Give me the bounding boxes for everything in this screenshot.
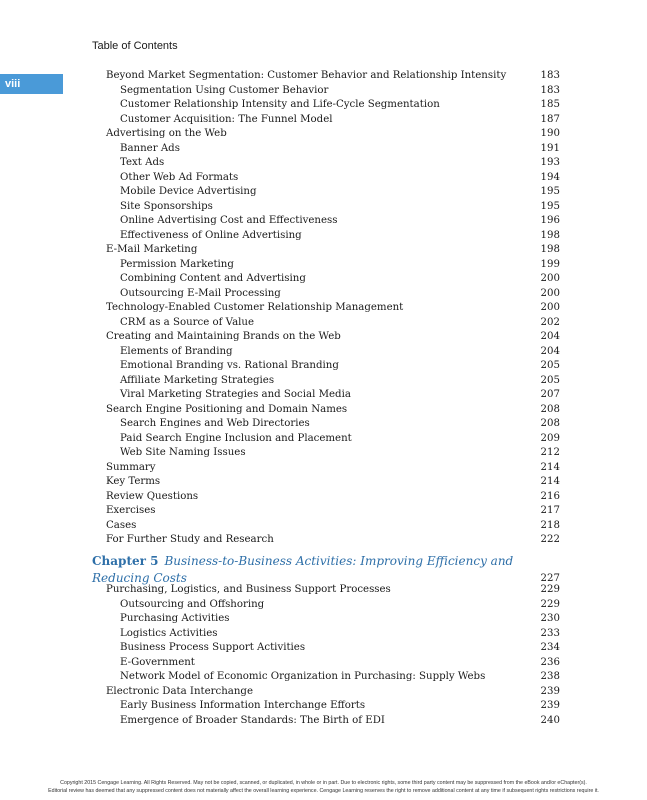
toc-entry-title: Search Engine Positioning and Domain Names — [106, 403, 348, 415]
toc-entry-page: 240 — [540, 714, 560, 726]
toc-entry-title: Technology-Enabled Customer Relationship Management — [106, 302, 404, 313]
toc-entry-page: 230 — [540, 613, 560, 624]
toc-list-part1 — [92, 69, 560, 548]
toc-entry-title: Permission Marketing — [120, 258, 234, 270]
toc-entry-title: Effectiveness of Online Advertising — [120, 229, 302, 241]
toc-entry-page: 196 — [540, 215, 560, 226]
toc-entry-title: Cases — [106, 519, 137, 531]
toc-entry-title: Key Terms — [106, 476, 161, 487]
toc-entry[interactable] — [92, 301, 560, 316]
toc-entry-title: E-Government — [120, 656, 195, 668]
toc-entry[interactable] — [92, 330, 560, 345]
toc-entry[interactable] — [92, 446, 560, 461]
toc-entry[interactable] — [92, 490, 560, 505]
toc-entry-page: 229 — [540, 584, 560, 595]
toc-entry-page: 185 — [540, 99, 560, 110]
toc-entry[interactable] — [92, 84, 560, 99]
toc-entry-title: Network Model of Economic Organization in Purchasing: Supply Webs — [120, 671, 486, 682]
copyright-footer-line1: Copyright 2015 Cengage Learning. All Rights Reserved. May not be copied, scanned, or duplicated, in whole or in part. Due to electronic rights, some third party content may be suppressed from the eBook and/or eChapter(s). — [60, 780, 587, 786]
toc-entry-page: 202 — [540, 316, 560, 328]
running-head: Table of Contents — [92, 40, 178, 52]
toc-entry-title: Review Questions — [106, 490, 199, 502]
toc-entry-page: 198 — [540, 244, 560, 255]
toc-entry-title: Elements of Branding — [120, 345, 233, 357]
toc-entry-page: 193 — [540, 157, 560, 168]
toc-entry[interactable] — [92, 287, 560, 302]
toc-entry-page: 217 — [540, 505, 560, 516]
toc-entry-page: 194 — [540, 171, 560, 183]
toc-entry-page: 200 — [540, 273, 560, 284]
toc-entry-title: Combining Content and Advertising — [120, 273, 306, 284]
toc-entry-title: Site Sponsorships — [120, 200, 213, 212]
toc-entry-page: 233 — [540, 627, 560, 639]
toc-entry[interactable] — [92, 142, 560, 157]
toc-entry-page: 200 — [540, 302, 560, 313]
toc-entry[interactable] — [92, 475, 560, 490]
toc-entry-title: For Further Study and Research — [106, 534, 274, 545]
toc-entry-title: Purchasing, Logistics, and Business Support Processes — [106, 584, 391, 595]
toc-entry-title: Purchasing Activities — [120, 613, 230, 624]
toc-entry-title: Paid Search Engine Inclusion and Placement — [120, 432, 352, 444]
toc-entry-title: Logistics Activities — [120, 627, 218, 639]
toc-entry[interactable] — [92, 243, 560, 258]
toc-entry-title: Advertising on the Web — [106, 128, 227, 139]
toc-entry-page: 208 — [540, 403, 560, 415]
toc-entry[interactable] — [92, 388, 560, 403]
toc-entry-page: 236 — [540, 656, 560, 668]
toc-entry[interactable] — [92, 417, 560, 432]
toc-entry-page: 207 — [540, 389, 560, 400]
page-number-tab: viii — [0, 74, 63, 94]
toc-entry[interactable] — [92, 171, 560, 186]
toc-entry-page: 200 — [540, 287, 560, 299]
toc-entry-page: 212 — [540, 447, 560, 458]
toc-list-part2 — [92, 583, 560, 728]
toc-entry-title: Online Advertising Cost and Effectiveness — [120, 215, 338, 226]
toc-entry[interactable] — [92, 627, 560, 642]
toc-entry[interactable] — [92, 258, 560, 273]
toc-entry[interactable] — [92, 185, 560, 200]
toc-entry[interactable] — [92, 316, 560, 331]
toc-entry[interactable] — [92, 519, 560, 534]
toc-entry-title: Customer Acquisition: The Funnel Model — [120, 113, 333, 125]
toc-entry-page: 218 — [540, 519, 560, 531]
toc-entry-title: Beyond Market Segmentation: Customer Behavior and Relationship Intensity — [106, 70, 507, 81]
toc-entry-page: 229 — [540, 598, 560, 610]
toc-entry-page: 187 — [540, 113, 560, 125]
toc-entry[interactable] — [92, 359, 560, 374]
toc-entry-page: 204 — [540, 345, 560, 357]
toc-entry-title: Summary — [106, 461, 156, 473]
toc-entry-page: 234 — [540, 642, 560, 653]
toc-entry[interactable] — [92, 432, 560, 447]
toc-entry[interactable] — [92, 461, 560, 476]
toc-entry[interactable] — [92, 374, 560, 389]
toc-entry-page: 238 — [540, 671, 560, 682]
toc-entry-title: Emergence of Broader Standards: The Birth of EDI — [120, 714, 385, 726]
toc-entry-title: Customer Relationship Intensity and Life-Cycle Segmentation — [120, 99, 440, 110]
toc-entry-title: Early Business Information Interchange Efforts — [120, 700, 366, 711]
toc-entry-title: Business Process Support Activities — [120, 642, 306, 653]
toc-entry-page: 190 — [540, 128, 560, 139]
chapter-number: Chapter 5 — [92, 554, 159, 568]
toc-entry-page: 195 — [540, 200, 560, 212]
toc-entry[interactable] — [92, 98, 560, 113]
chapter-title-line1: Business-to-Business Activities: Improving Efficiency and — [164, 554, 514, 568]
toc-entry-title: CRM as a Source of Value — [120, 316, 254, 328]
toc-entry-title: Text Ads — [120, 157, 165, 168]
toc-entry[interactable] — [92, 533, 560, 548]
toc-entry-title: Exercises — [106, 505, 156, 516]
toc-entry[interactable] — [92, 656, 560, 671]
toc-entry-page: 214 — [540, 461, 560, 473]
toc-entry-page: 199 — [540, 258, 560, 270]
toc-entry[interactable] — [92, 272, 560, 287]
toc-entry-page: 208 — [540, 418, 560, 429]
toc-entry-title: Creating and Maintaining Brands on the Web — [106, 331, 341, 342]
toc-entry-page: 239 — [540, 700, 560, 711]
toc-entry[interactable] — [92, 69, 560, 84]
toc-entry[interactable] — [92, 214, 560, 229]
toc-entry-title: E-Mail Marketing — [106, 244, 198, 255]
toc-entry[interactable] — [92, 403, 560, 418]
toc-entry-title: Affiliate Marketing Strategies — [120, 374, 275, 386]
toc-entry-title: Mobile Device Advertising — [120, 186, 257, 197]
toc-entry[interactable] — [92, 685, 560, 700]
toc-entry[interactable] — [92, 714, 560, 729]
toc-entry-title: Banner Ads — [120, 142, 180, 154]
toc-entry[interactable] — [92, 670, 560, 685]
chapter-title-line2: Reducing Costs — [92, 571, 187, 585]
toc-entry[interactable] — [92, 229, 560, 244]
toc-entry-page: 209 — [540, 432, 560, 444]
toc-entry[interactable] — [92, 699, 560, 714]
toc-entry-page: 205 — [540, 374, 560, 386]
toc-entry-page: 198 — [540, 229, 560, 241]
toc-entry-page: 191 — [540, 142, 560, 154]
toc-entry[interactable] — [92, 504, 560, 519]
toc-entry-title: Outsourcing E-Mail Processing — [120, 287, 281, 299]
toc-entry-page: 216 — [540, 490, 560, 502]
toc-entry[interactable] — [92, 345, 560, 360]
toc-entry-page: 239 — [540, 685, 560, 697]
toc-entry-page: 195 — [540, 186, 560, 197]
toc-entry-title: Other Web Ad Formats — [120, 171, 239, 183]
toc-entry-title: Search Engines and Web Directories — [120, 418, 310, 429]
toc-entry[interactable] — [92, 113, 560, 128]
toc-entry-page: 214 — [540, 476, 560, 487]
toc-entry-page: 183 — [540, 84, 560, 96]
toc-entry-page: 204 — [540, 331, 560, 342]
toc-entry[interactable] — [92, 612, 560, 627]
toc-entry-title: Outsourcing and Offshoring — [120, 598, 265, 610]
chapter-page: 227 — [540, 573, 560, 584]
toc-entry[interactable] — [92, 598, 560, 613]
toc-entry[interactable] — [92, 156, 560, 171]
toc-entry-title: Segmentation Using Customer Behavior — [120, 84, 329, 96]
toc-entry-page: 222 — [540, 534, 560, 545]
toc-entry-page: 205 — [540, 360, 560, 371]
chapter-heading[interactable] — [92, 553, 560, 587]
toc-entry-title: Viral Marketing Strategies and Social Media — [120, 389, 351, 400]
copyright-footer-line2: Editorial review has deemed that any suppressed content does not materially affect the overall learning experience. Cengage Learning reserves the right to remove additional content at any time if subsequent rights restrictions require it. — [48, 788, 599, 794]
toc-entry[interactable] — [92, 200, 560, 215]
toc-entry-title: Web Site Naming Issues — [120, 447, 246, 458]
toc-entry[interactable] — [92, 583, 560, 598]
toc-entry-title: Emotional Branding vs. Rational Branding — [120, 360, 339, 371]
toc-entry-title: Electronic Data Interchange — [106, 685, 253, 697]
toc-entry-page: 183 — [540, 70, 560, 81]
toc-entry[interactable] — [92, 127, 560, 142]
toc-entry[interactable] — [92, 641, 560, 656]
